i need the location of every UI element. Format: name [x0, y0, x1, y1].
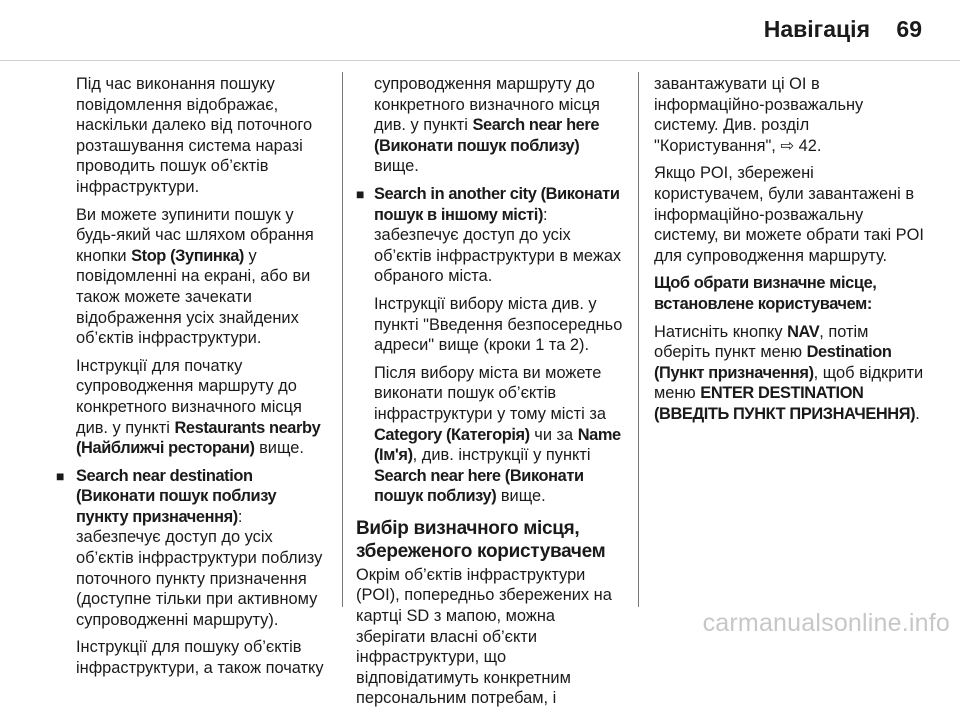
ui-term: Name (Ім'я) — [374, 425, 621, 465]
subheading: Щоб обрати визначне місце, встановлене користувачем: — [654, 274, 877, 313]
cross-reference-icon: ⇨ — [780, 136, 795, 155]
list-item: ■ Search near destination (Виконати пошук поблизу пункту призначення): забезпечує доступ до усіх об’єктів інфраструктури поблизу поточного пункту призначення (доступне тільки при активному супроводженні маршруту). — [56, 466, 323, 629]
paragraph: Інструкції вибору міста див. у пункті "Введення безпосередньо адреси" вище (кроки 1 та 2). — [374, 294, 623, 355]
watermark: carmanualsonline.info — [702, 609, 950, 637]
column-1 — [56, 74, 328, 686]
paragraph: Інструкції для початку супроводження маршруту до конкретного визначного місця див. у пункті Restaurants nearby (Найближчі ресторани) вище. — [76, 356, 321, 458]
column-divider-1 — [342, 72, 343, 607]
paragraph: Натисніть кнопку NAV, потім оберіть пункт меню Destination (Пункт призначення), щоб відкрити меню ENTER DESTINATION (ВВЕДІТЬ ПУНКТ ПРИЗНАЧЕННЯ). — [654, 322, 924, 423]
column-divider-2 — [638, 72, 639, 607]
ui-term: Search near here (Виконати пошук поблизу) — [374, 466, 584, 506]
ui-term: Search in another city (Виконати пошук в іншому місті) — [374, 184, 620, 224]
ui-term: Restaurants nearby (Найближчі ресторани) — [76, 418, 321, 458]
paragraph: Окрім об’єктів інфраструктури (POI), попередньо збережених на картці SD з мапою, можна зберігати власні об’єкти інфраструктури, що відповідатимуть конкретним персональним потребам, і — [356, 565, 612, 708]
paragraph: Після вибору міста ви можете виконати пошук об’єктів інфраструктури у тому місті за Category (Категорія) чи за Name (Ім'я), див. інструкції у пункті Search near here (Виконати пошук поблизу) вище. — [374, 363, 621, 506]
ui-term: ENTER DESTINATION (ВВЕДІТЬ ПУНКТ ПРИЗНАЧЕННЯ) — [654, 384, 916, 423]
section-title: Навігація — [763, 16, 870, 42]
paragraph: Інструкції для пошуку об’єктів інфраструктури, а також початку — [76, 638, 324, 678]
ui-term: Search near destination (Виконати пошук поблизу пункту призначення) — [76, 466, 277, 526]
ui-term: Category (Категорія) — [374, 425, 530, 444]
paragraph: завантажувати ці ОІ в інформаційно-розважальну систему. Див. розділ "Користування", ⇨ 42. — [654, 75, 864, 155]
paragraph: Якщо POI, збережені користувачем, були завантажені в інформаційно-розважальну систему, ви можете обрати такі POI для супроводження маршруту. — [654, 164, 924, 265]
header-rule — [0, 60, 960, 61]
paragraph: Ви можете зупинити пошук у будь-який час шляхом обрання кнопки Stop (Зупинка) у повідомленні на екрані, або ви також можете зачекати відображення усіх знайдених об’єктів інфраструктури. — [76, 205, 314, 348]
paragraph: супроводження маршруту до конкретного визначного місця див. у пункті Search near here (Виконати пошук поблизу) вище. — [374, 75, 600, 176]
ui-term: Stop (Зупинка) — [131, 246, 244, 265]
bullet-marker: ■ — [356, 185, 365, 202]
column-2 — [356, 74, 626, 716]
ui-term: Destination (Пункт призначення) — [654, 343, 892, 382]
ui-term: Search near here (Виконати пошук поблизу) — [374, 116, 600, 155]
paragraph: Під час виконання пошуку повідомлення відображає, наскільки далеко від поточного розташування система наразі проводить пошук об’єктів інфраструктури. — [76, 75, 313, 196]
list-item: ■ Search in another city (Виконати пошук в іншому місті): забезпечує доступ до усіх об’єктів інфраструктури в межах обраного міста. — [356, 184, 622, 286]
bullet-marker: ■ — [56, 467, 65, 484]
section-heading: Вибір визначного місця, збереженого користувачем — [356, 517, 606, 562]
ui-term: NAV — [787, 322, 820, 341]
page-header — [0, 0, 960, 62]
column-3 — [654, 74, 926, 432]
page-number: 69 — [896, 16, 922, 42]
